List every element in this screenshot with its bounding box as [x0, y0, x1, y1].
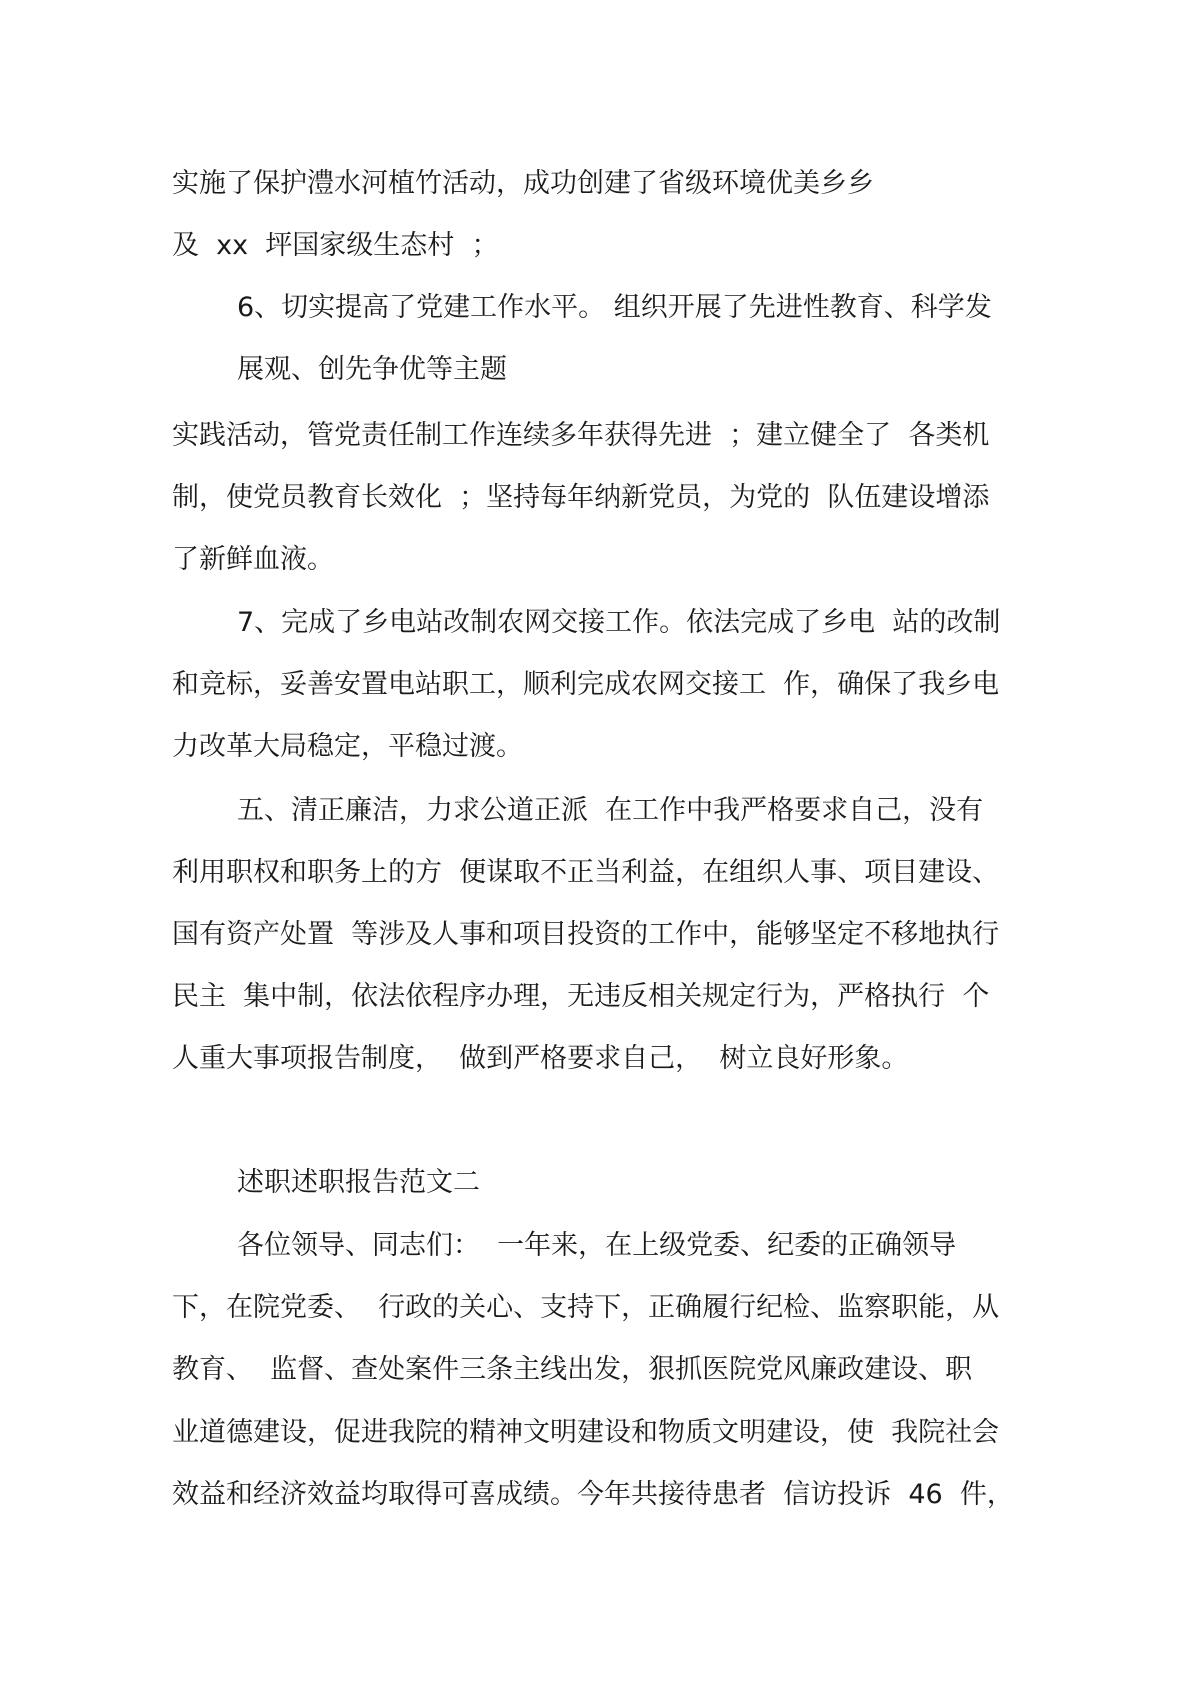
- text-line: 民主 集中制，依法依程序办理，无违反相关规定行为，严格执行 个: [172, 981, 990, 1012]
- text-line: 国有资产处置 等涉及人事和项目投资的工作中，能够坚定不移地执行: [172, 919, 1000, 950]
- text-line: 五、清正廉洁，力求公道正派 在工作中我严格要求自己，没有: [237, 795, 984, 826]
- text-line: 效益和经济效益均取得可喜成绩。今年共接待患者 信访投诉 46 件，: [172, 1479, 1014, 1510]
- text-line: 7、完成了乡电站改制农网交接工作。依法完成了乡电 站的改制: [237, 607, 1001, 638]
- text-line: 实践活动，管党责任制工作连续多年获得先进 ；建立健全了 各类机: [172, 420, 990, 451]
- text-line: 力改革大局稳定，平稳过渡。: [172, 731, 523, 762]
- text-line: 各位领导、同志们： 一年来，在上级党委、纪委的正确领导: [237, 1230, 957, 1261]
- text-line: 利用职权和职务上的方 便谋取不正当利益，在组织人事、项目建设、: [172, 857, 1000, 888]
- text-line: 教育、 监督、查处案件三条主线出发，狠抓医院党风廉政建设、职: [172, 1354, 973, 1385]
- text-line: 了新鲜血液。: [172, 544, 334, 575]
- text-line: 6、切实提高了党建工作水平。 组织开展了先进性教育、科学发: [237, 292, 992, 323]
- text-line: 下，在院党委、 行政的关心、支持下，正确履行纪检、监察职能，从: [172, 1292, 1000, 1323]
- text-line: 制，使党员教育长效化 ；坚持每年纳新党员，为党的 队伍建设增添: [172, 482, 990, 513]
- text-line: 和竞标，妥善安置电站职工，顺利完成农网交接工 作，确保了我乡电: [172, 669, 1000, 700]
- text-line: 人重大事项报告制度， 做到严格要求自己， 树立良好形象。: [172, 1043, 909, 1074]
- section-heading: 述职述职报告范文二: [237, 1167, 480, 1198]
- text-line: 实施了保护澧水河植竹活动，成功创建了省级环境优美乡乡: [172, 168, 874, 199]
- text-line: 展观、创先争优等主题: [237, 354, 507, 385]
- text-line: 业道德建设，促进我院的精神文明建设和物质文明建设，使 我院社会: [172, 1417, 1000, 1448]
- text-line: 及 xx 坪国家级生态村 ；: [172, 230, 499, 261]
